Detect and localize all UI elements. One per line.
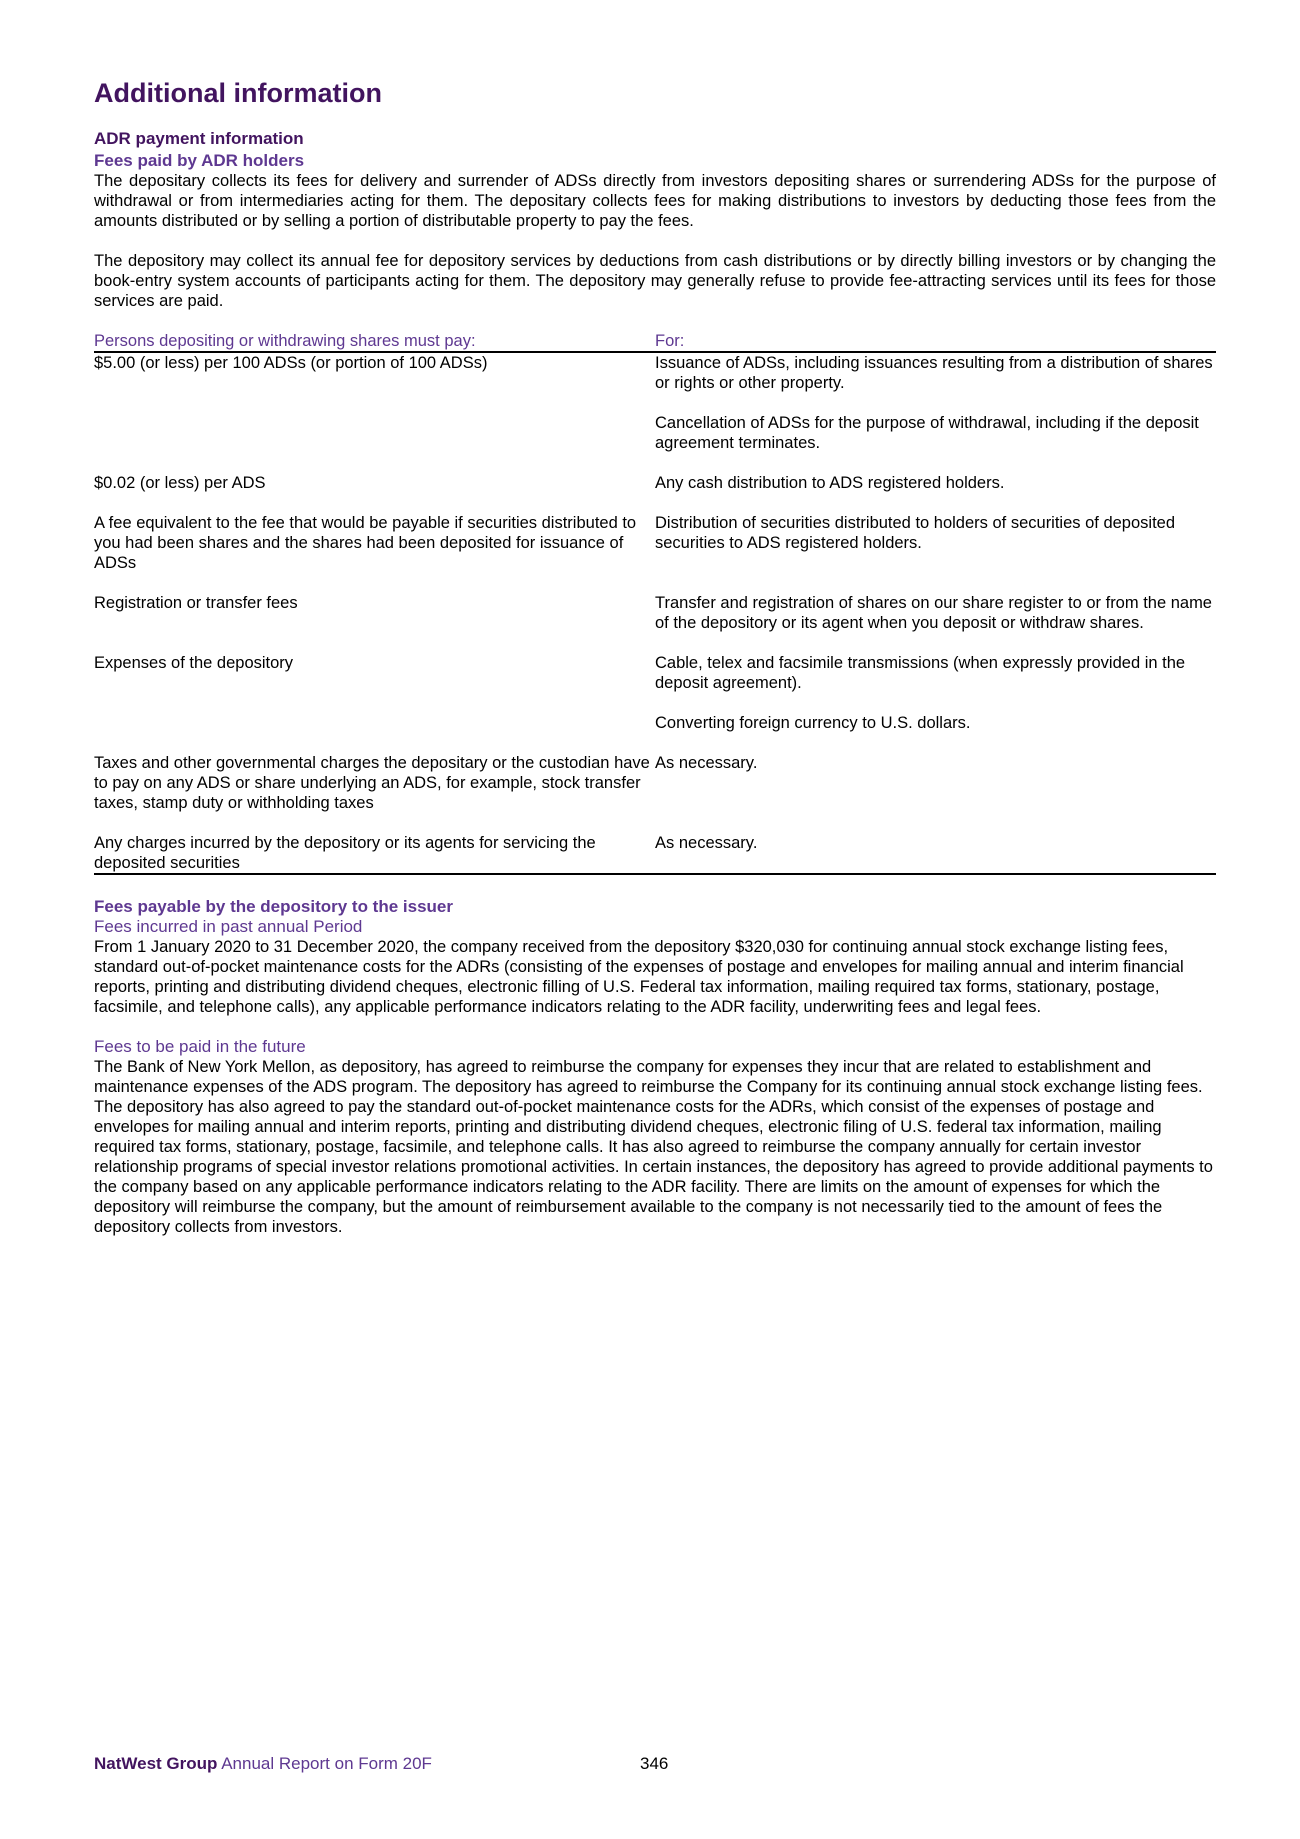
table-row — [94, 352, 1216, 473]
fee-purpose-text: Converting foreign currency to U.S. dollars. — [655, 714, 971, 732]
page-title: Additional information — [94, 78, 382, 108]
table-row — [94, 833, 1216, 874]
fee-amount: Taxes and other governmental charges the depositary or the custodian have to pay on any ADS or share underlying an ADS, for example, stock transfer taxes, stamp duty or withholding taxes — [94, 754, 650, 812]
table-row — [94, 513, 1216, 593]
past-fees-paragraph: From 1 January 2020 to 31 December 2020, the company received from the depository $320,030 for continuing annual stock exchange listing fees, standard out-of-pocket maintenance costs for the ADRs (consisting of the expenses of postage and envelopes for mailing annual and interim financial reports, printing and distributing dividend cheques, electronic filling of U.S. Federal tax information, mailing required tax forms, stationary, postage, facsimile, and telephone calls), any applicable performance indicators relating to the ADR facility, underwriting fees and legal fees. — [94, 938, 1184, 1016]
fee-purpose — [655, 653, 1216, 753]
adr-heading: ADR payment information — [94, 129, 304, 148]
fees-table — [94, 332, 1216, 875]
column-header-pay: Persons depositing or withdrawing shares must pay: — [94, 332, 655, 352]
page-number: 346 — [640, 1754, 669, 1773]
fees-table-header — [94, 332, 1216, 352]
fee-purpose-text: Cable, telex and facsimile transmissions (when expressly provided in the deposit agreement). — [655, 654, 1186, 692]
adr-subheading: Fees paid by ADR holders — [94, 151, 305, 170]
fee-purpose — [655, 352, 1216, 473]
fee-amount: A fee equivalent to the fee that would be payable if securities distributed to you had been shares and the shares had been deposited for issuance of ADSs — [94, 514, 637, 572]
fee-purpose: Any cash distribution to ADS registered holders. — [655, 474, 1005, 492]
fee-purpose: Distribution of securities distributed to holders of securities of deposited securities to ADS registered holders. — [655, 514, 1176, 552]
fee-purpose: Transfer and registration of shares on our share register to or from the name of the depository or its agent when you deposit or withdraw shares. — [655, 594, 1212, 632]
fee-purpose-text: Cancellation of ADSs for the purpose of withdrawal, including if the deposit agreement terminates. — [655, 414, 1199, 452]
fee-amount: $0.02 (or less) per ADS — [94, 474, 266, 492]
fee-amount: Any charges incurred by the depository or its agents for servicing the deposited securities — [94, 833, 655, 874]
future-fees-heading: Fees to be paid in the future — [94, 1037, 306, 1056]
table-row — [94, 473, 1216, 513]
past-fees-heading: Fees incurred in past annual Period — [94, 917, 363, 936]
table-row — [94, 593, 1216, 653]
fee-purpose: As necessary. — [655, 754, 758, 772]
footer-brand: NatWest Group — [94, 1754, 218, 1773]
table-row — [94, 653, 1216, 753]
issuer-heading: Fees payable by the depository to the issuer — [94, 897, 453, 916]
future-fees-paragraph: The Bank of New York Mellon, as depository, has agreed to reimburse the company for expenses they incur that are related to establishment and maintenance expenses of the ADS program. The depository has agreed to reimburse the Company for its continuing annual stock exchange listing fees. The depository has also agreed to pay the standard out-of-pocket maintenance costs for the ADRs, which consist of the expenses of postage and envelopes for mailing annual and interim reports, printing and distributing dividend cheques, electronic filing of U.S. federal tax information, mailing required tax forms, stationary, postage, facsimile, and telephone calls. It has also agreed to reimburse the company annually for certain investor relationship programs of special investor relations promotional activities. In certain instances, the depository has agreed to provide additional payments to the company based on any applicable performance indicators relating to the ADR facility. There are limits on the amount of expenses for which the depository will reimburse the company, but the amount of reimbursement available to the company is not necessarily tied to the amount of fees the depository collects from investors. — [94, 1058, 1213, 1236]
fee-amount: Registration or transfer fees — [94, 594, 298, 612]
column-header-for: For: — [655, 332, 1216, 352]
footer-report-name: Annual Report on Form 20F — [221, 1754, 432, 1773]
fee-purpose: As necessary. — [655, 833, 1216, 874]
fee-amount: Expenses of the depository — [94, 654, 294, 672]
fee-purpose-text: Issuance of ADSs, including issuances resulting from a distribution of shares or rights or other property. — [655, 354, 1213, 392]
fee-amount: $5.00 (or less) per 100 ADSs (or portion of 100 ADSs) — [94, 354, 488, 372]
footer — [94, 1754, 432, 1774]
adr-paragraph-2: The depository may collect its annual fee for depository services by deductions from cash distributions or by directly billing investors or by changing the book-entry system accounts of participants acting for them. The depository may generally refuse to provide fee-attracting services until its fees for those services are paid. — [94, 252, 1216, 310]
adr-paragraph-1: The depositary collects its fees for delivery and surrender of ADSs directly from investors depositing shares or surrendering ADSs for the purpose of withdrawal or from intermediaries acting for them. The depositary collects fees for making distributions to investors by deducting those fees from the amounts distributed or by selling a portion of distributable property to pay the fees. — [94, 172, 1216, 230]
table-row — [94, 753, 1216, 833]
page-content — [94, 76, 1216, 1237]
